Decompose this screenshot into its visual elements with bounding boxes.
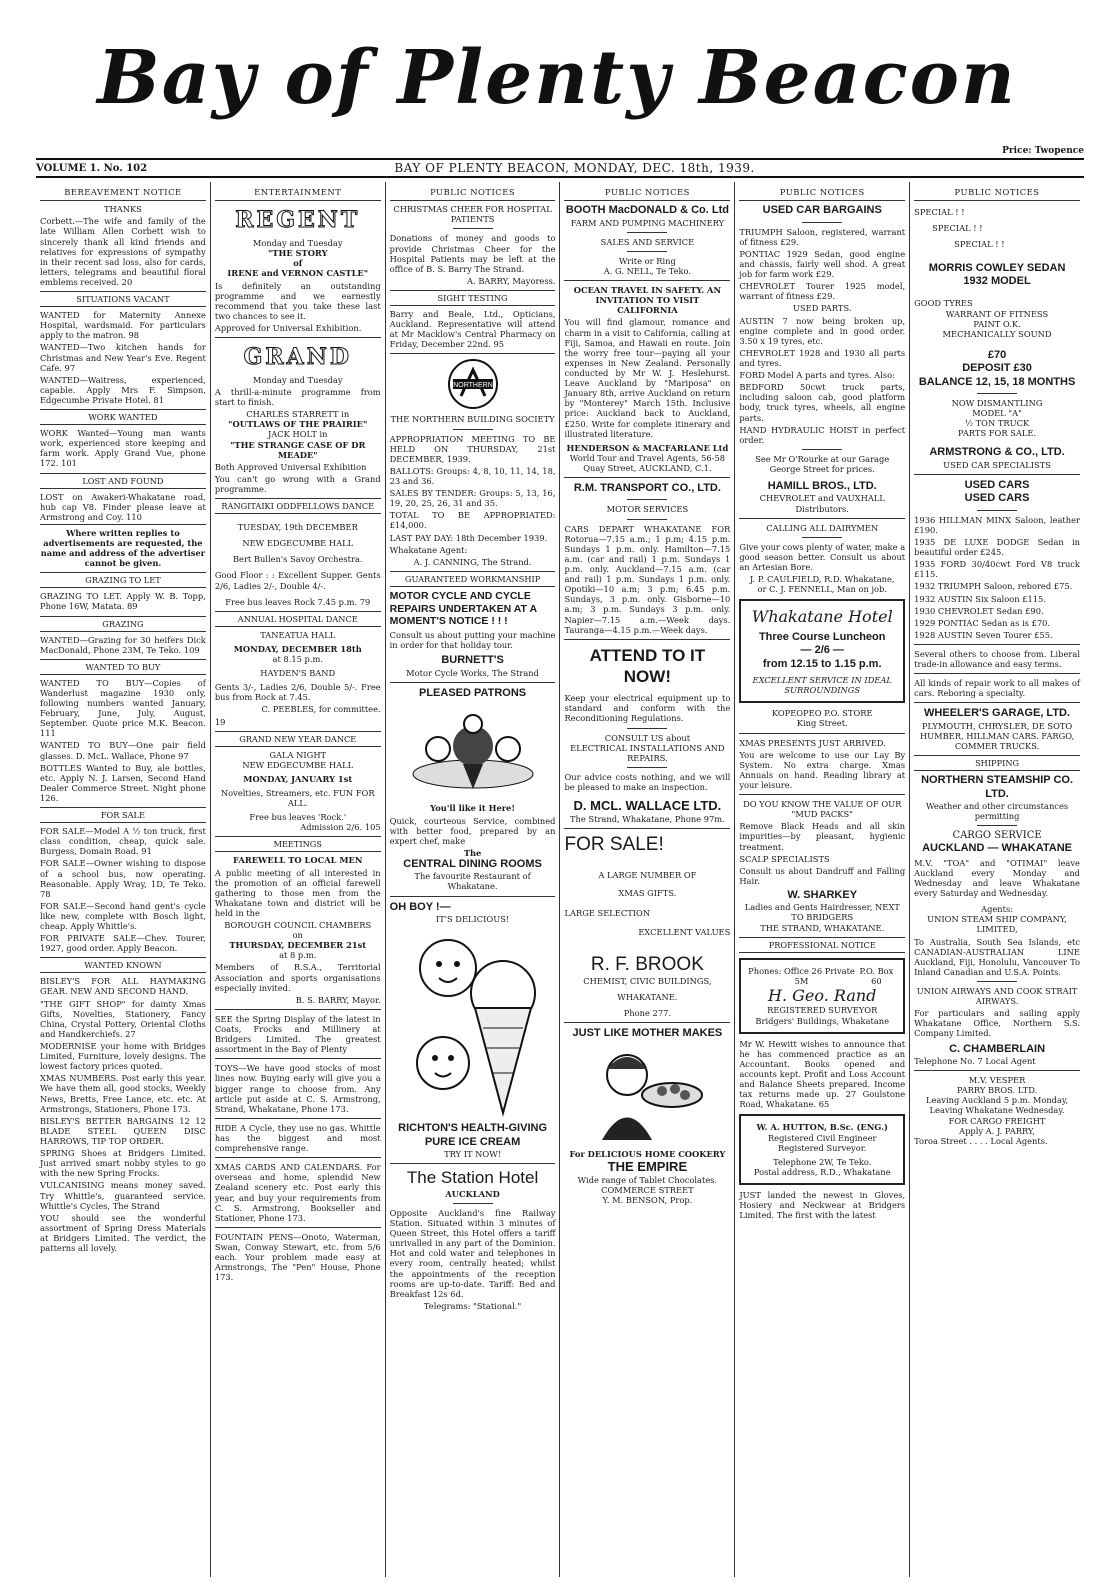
booth-agent: A. G. NELL, Te Teko. bbox=[603, 265, 692, 276]
hotel-service: EXCELLENT SERVICE IN IDEAL SURROUNDINGS bbox=[752, 675, 892, 696]
model-1932: 1932 MODEL bbox=[963, 274, 1031, 287]
misc-ad: RIDE A Cycle, they use no gas. Whittle has the biggest and most comprehensive range. bbox=[214, 1122, 381, 1154]
mother-heading: JUST LIKE MOTHER MAKES bbox=[572, 1027, 723, 1040]
total: TOTAL TO BE APPROPRIATED: £14,000. bbox=[389, 510, 556, 531]
odd-hall: NEW EDGECUMBE HALL bbox=[242, 538, 354, 549]
regent-text: Is definitely an outstanding programme and we earnestly recommend that you take these last two chances to see it. bbox=[214, 280, 381, 321]
advice: Our advice costs nothing, and we will be pleased to make an inspection. bbox=[564, 771, 731, 793]
odd-date: TUESDAY, 19th DECEMBER bbox=[237, 522, 358, 533]
classified-ad: WANTED TO BUY—One pair field glasses. D. McL. Wallace, Phone 97 bbox=[40, 740, 206, 761]
classified-ad: GRAZING TO LET. Apply W. B. Topp, Phone 16W, Matata. 89 bbox=[40, 591, 206, 612]
parts-for-sale: PARTS FOR SALE. bbox=[958, 428, 1037, 439]
grand-approved: Both Approved Universal Exhibition bbox=[214, 461, 367, 472]
airways-text: For particulars and sailing apply Whakatane Office, Northern S.S. Company Limited. bbox=[914, 1008, 1080, 1039]
newyear-heading: GRAND NEW YEAR DANCE bbox=[215, 731, 381, 747]
tender: SALES BY TENDER: Groups: 5, 13, 16, 19, 20, 25, 26, 31 and 35. bbox=[389, 488, 556, 509]
henderson-name: HENDERSON & MACFARLANE Ltd bbox=[566, 442, 729, 453]
hosp-date: MONDAY, DECEMBER 18th bbox=[233, 643, 362, 654]
ny-bus: Free bus leaves 'Rock.' bbox=[249, 812, 347, 823]
vesper-sub: PARRY BROS. LTD. bbox=[956, 1085, 1038, 1096]
hutton-tel: Telephone 2W, Te Teko. bbox=[773, 1156, 872, 1167]
sharkey-name: W. SHARKEY bbox=[787, 888, 858, 901]
hutton-name: W. A. HUTTON, B.Sc. (ENG.) bbox=[756, 1122, 888, 1133]
paint: PAINT O.K. bbox=[973, 318, 1021, 329]
booth-sales: SALES AND SERVICE bbox=[600, 236, 695, 247]
rand-box bbox=[739, 958, 905, 1034]
classified-ad: "THE GIFT SHOP" for dainty Xmas Gifts, Novelties, Stationery, Fancy China, Crystal Pottery, Oriental Cloths and Handkerchiefs. 27 bbox=[40, 998, 206, 1039]
empire-text: Wide range of Tablet Chocolates. bbox=[577, 1174, 718, 1185]
meetings-heading: MEETINGS bbox=[215, 836, 381, 852]
empire-name: THE EMPIRE bbox=[607, 1158, 688, 1174]
vesper: M.V. VESPER bbox=[968, 1075, 1026, 1086]
burnett-sub: Motor Cycle Works, The Strand bbox=[406, 667, 539, 678]
misc-ad: XMAS CARDS AND CALENDARS. For overseas and home, splendid New Zealand scenery etc. Post early this year, and buy your requirements from C. S. Armstrong, Bookseller and Stationer, Phone 173. bbox=[214, 1162, 381, 1223]
henderson-sub: World Tour and Travel Agents, 56-58 Quay Street, AUCKLAND, C.1. bbox=[569, 452, 726, 473]
mud-packs: DO YOU KNOW THE VALUE OF OUR "MUD PACKS" bbox=[743, 799, 902, 820]
grand-days: Monday and Tuesday bbox=[252, 374, 343, 385]
classified-ad: FOR SALE—Second hand gent's cycle like new, complete with Bosch light, cheap. Apply Whittle's. bbox=[40, 900, 206, 932]
brook-line: LARGE SELECTION bbox=[564, 908, 651, 919]
dining-illustration-icon bbox=[403, 704, 543, 799]
classified-ad: WANTED—Grazing for 30 heifers Dick MacDonald, Phone 23M, Te Teko. 109 bbox=[40, 634, 206, 655]
hotel-lunch: Three Course Luncheon bbox=[758, 630, 886, 643]
used-car-item: 1932 TRIUMPH Saloon, rebored £75. bbox=[914, 581, 1073, 592]
hotel-price: — 2/6 — bbox=[800, 644, 844, 657]
part-ad: FORD Model A parts and tyres. Also: bbox=[739, 370, 895, 381]
northern-sub: Weather and other circumstances permitting bbox=[925, 801, 1069, 822]
public-notices-heading: PUBLIC NOTICES bbox=[390, 182, 556, 201]
kop-text: You are welcome to use our Lay By System. No extra charge. Xmas Annuals on hand. Reading library at your leisure. bbox=[739, 749, 906, 790]
classified-ad: BISLEY'S BETTER BARGAINS 12 12 BLADE STEEL QUEEN DISC HARROWS, TIP TOP ORDER. bbox=[40, 1115, 206, 1147]
chamberlain-tel: Telephone No. 7 Local Agent bbox=[914, 1055, 1036, 1066]
grand-star: CHARLES STARRETT in bbox=[246, 409, 350, 420]
dining-name: CENTRAL DINING ROOMS bbox=[403, 857, 542, 870]
dairy-heading: CALLING ALL DAIRYMEN bbox=[766, 522, 879, 533]
hosp-num: 19 bbox=[214, 716, 226, 727]
used-car-item: 1935 DE LUXE DODGE Sedan in beautiful order £245. bbox=[914, 537, 1080, 558]
woman-with-tray-icon bbox=[587, 1045, 707, 1145]
dateline: BAY OF PLENTY BEACON, MONDAY, DEC. 18th, 1939. bbox=[394, 161, 755, 175]
hutton-box bbox=[739, 1114, 905, 1185]
good-tyres: GOOD TYRES bbox=[914, 298, 973, 309]
chamberlain: C. CHAMBERLAIN bbox=[949, 1042, 1046, 1055]
hosp-hall: TANEATUA HALL bbox=[260, 629, 336, 640]
dining-the: The bbox=[463, 847, 482, 858]
special: SPECIAL ! ! bbox=[932, 223, 983, 234]
column-public-notices-2 bbox=[560, 182, 735, 1577]
classified-ad: LOST on Awakeri-Whakatane road, hub cap V8. Finder please leave at Armstrong and Coy. 110 bbox=[40, 491, 206, 522]
farewell-text2: Members of R.S.A., Territorial Association and sports organisations especially invited. bbox=[214, 962, 381, 993]
hotel-time: from 12.15 to 1.15 p.m. bbox=[762, 657, 882, 670]
union: UNION STEAM SHIP COMPANY, LIMITED, bbox=[927, 914, 1067, 935]
ny-text: Novelties, Streamers, etc. FUN FOR ALL. bbox=[220, 787, 375, 809]
used-car-item: 1935 FORD 30/40cwt Ford V8 truck £115. bbox=[914, 559, 1080, 580]
classified-ad: WANTED for Maternity Annexe Hospital, wardsmaid. For particulars apply to the matron. 98 bbox=[40, 310, 206, 341]
brook-line: EXCELLENT VALUES bbox=[638, 926, 731, 937]
repair: All kinds of repair work to all makes of cars. Reboring a specialty. bbox=[914, 678, 1080, 699]
column-entertainment bbox=[211, 182, 386, 1577]
farewell-heading: FAREWELL TO LOCAL MEN bbox=[233, 855, 363, 866]
delicious: IT'S DELICIOUS! bbox=[435, 913, 510, 924]
station-hotel: The Station Hotel bbox=[406, 1168, 539, 1188]
dairy-text: Give your cows plenty of water, make a good season better. Consult us about an Artesian Bore. bbox=[739, 541, 906, 573]
cookery: For DELICIOUS HOME COOKERY bbox=[569, 1148, 726, 1159]
attend-heading: ATTEND TO IT NOW! bbox=[589, 645, 706, 686]
attend-text: Keep your electrical equipment up to standard and conform with the Reconditioning Regulations. bbox=[564, 693, 731, 724]
used-car-item: 1936 HILLMAN MINX Saloon, leather £190. bbox=[914, 514, 1080, 535]
classified-ad: VULCANISING means money saved. Try Whittle's, guaranteed service. Whittle's Cycles, The Strand bbox=[40, 1180, 206, 1211]
regent-approved: Approved for Universal Exhibition. bbox=[214, 322, 362, 333]
prof-heading: PROFESSIONAL NOTICE bbox=[739, 937, 905, 953]
volume-number: VOLUME 1. No. 102 bbox=[36, 162, 148, 174]
armstrong-name: ARMSTRONG & CO., LTD. bbox=[929, 446, 1065, 459]
hosp-text: Gents 3/-, Ladies 2/6, Double 5/-. Free bus from Rock at 7.45. bbox=[214, 682, 381, 703]
rand-name: H. Geo. Rand bbox=[768, 985, 877, 1005]
farewell-place: BOROUGH COUNCIL CHAMBERS bbox=[224, 920, 372, 931]
parry: Apply A. J. PARRY, bbox=[959, 1125, 1036, 1136]
column-public-notices-4 bbox=[910, 182, 1084, 1577]
station-text: Opposite Auckland's fine Railway Station. Situated within 3 minutes of Queen Street, this Hotel offers a tariff unrivalled in any part of the Dominion. Hot and cold water and telephones in every room, centrally heated; whilst the appointments of the reception rooms are up-to-date. Tariff: Bed and Breakfast 12s 6d. bbox=[389, 1207, 556, 1299]
hospital-heading: ANNUAL HOSPITAL DANCE bbox=[215, 611, 381, 627]
special: SPECIAL ! ! bbox=[954, 239, 1005, 250]
price-70: £70 bbox=[987, 348, 1007, 361]
cargo-service: CARGO SERVICE bbox=[952, 830, 1042, 842]
regent-film: "THE STORY bbox=[267, 248, 328, 259]
brook-town: WHAKATANE. bbox=[617, 991, 678, 1002]
po-box: P.O. Box 60 bbox=[859, 965, 894, 986]
sharkey-sub: Ladies and Gents Hairdresser, NEXT TO BRIDGERS bbox=[744, 902, 900, 923]
xmas-heading: CHRISTMAS CHEER FOR HOSPITAL PATIENTS bbox=[393, 204, 552, 225]
mechanically-sound: MECHANICALLY SOUND bbox=[942, 328, 1052, 339]
used-car-bargains: USED CAR BARGAINS bbox=[762, 204, 882, 217]
misc-ad: SEE the Spring Display of the latest in Coats, Frocks and Millinery at Bridgers Limited. The greatest assortment in the Bay of Plenty bbox=[214, 1013, 381, 1055]
misc-ad: FOUNTAIN PENS—Onoto, Waterman, Swan, Conway Stewart, etc. from 5/6 each. Your problem made easy at Armstrongs, The "Pen" House, Phone 173. bbox=[214, 1231, 381, 1283]
mv-text: M.V. "TOA" and "OTIMAI" leave Auckland every Monday and Wednesday and leave Whakatane every Saturday and Wednesday. bbox=[914, 857, 1080, 899]
bereavement-heading: BEREAVEMENT NOTICE bbox=[40, 182, 206, 201]
ocean-text: You will find glamour, romance and charm in a visit to California, calling at Fiji, Samoa, and Hawaii en route. Join the worry free tour—paying all your expenses in New Zealand. Personally conducted by Mr W. J. Heslehurst. Leave Auckland by "Mariposa" on January 8th, arrive Auckland on return by "Monterey" March 15th. Inclusive price: Auckland back to Auckland, £250. Write for complete itinerary and illustrated literature. bbox=[564, 317, 731, 439]
column-classifieds bbox=[36, 182, 211, 1577]
rm-sub: MOTOR SERVICES bbox=[606, 504, 689, 515]
car-ad: CHEVROLET Tourer 1925 model, warrant of fitness £29. bbox=[739, 281, 906, 302]
classified-ad: SPRING Shoes at Bridgers Limited. Just arrived smart nobby styles to go with the new Spring Frocks. bbox=[40, 1148, 206, 1179]
hutton-sub: Registered Civil Engineer Registered Surveyor. bbox=[767, 1132, 877, 1153]
used-car-item: 1929 PONTIAC Sedan as is £70. bbox=[914, 617, 1051, 628]
ny-date: MONDAY, JANUARY 1st bbox=[243, 773, 353, 784]
odd-band: Bert Bullen's Savoy Orchestra. bbox=[232, 554, 363, 565]
price: Price: Twopence bbox=[1002, 146, 1084, 156]
hutton-addr: Postal address, R.D., Whakatane bbox=[753, 1166, 891, 1177]
shipping-heading: SHIPPING bbox=[914, 755, 1080, 771]
brook-line: A LARGE NUMBER OF bbox=[598, 870, 697, 881]
car-ad: PONTIAC 1929 Sedan, good engine and chassis, fairly well shod. A great job for farm work £29. bbox=[739, 248, 906, 280]
grand-film: "OUTLAWS OF THE PRAIRIE" bbox=[228, 419, 368, 430]
classified-ad: FOR SALE—Owner wishing to dispose of a school bus, now operating. Reasonable. Apply Wray, 1D, Te Teko. 78 bbox=[40, 858, 206, 899]
work-heading: WORK WANTED bbox=[40, 409, 206, 425]
motor-repair: MOTOR CYCLE AND CYCLE REPAIRS UNDERTAKEN AT A MOMENT'S NOTICE ! ! ! bbox=[389, 589, 537, 628]
regent-days: Monday and Tuesday bbox=[252, 238, 343, 249]
car-ad: TRIUMPH Saloon, registered, warrant of fitness £29. bbox=[739, 226, 906, 247]
classified-ad: WANTED—Waitress, experienced, capable. Apply Mrs F. Simpson, Edgecumbe Private Hotel. 81 bbox=[40, 374, 206, 405]
ballots: BALLOTS: Groups: 4, 8, 10, 11, 14, 18, 23 and 36. bbox=[389, 465, 556, 486]
regent-title: REGENT bbox=[235, 207, 361, 234]
forsale-heading: FOR SALE! bbox=[564, 834, 664, 856]
odd-text: Good Floor : : Excellent Supper. Gents 2/6, Ladies 2/-, Double 4/-. bbox=[214, 570, 381, 591]
deposit: DEPOSIT £30 bbox=[962, 362, 1032, 375]
whakatane-hotel-box bbox=[739, 599, 905, 703]
used-car-item: 1928 AUSTIN Seven Tourer £55. bbox=[914, 629, 1053, 640]
society-meeting: APPROPRIATION MEETING TO BE HELD ON THURSDAY, 21st DECEMBER, 1939. bbox=[389, 433, 556, 464]
hosp-sign: C. PEEBLES, for committee. bbox=[261, 704, 381, 715]
society-name: THE NORTHERN BUILDING SOCIETY bbox=[390, 414, 555, 425]
hosp-band: HAYDEN'S BAND bbox=[260, 668, 336, 679]
guaranteed-heading: GUARANTEED WORKMANSHIP bbox=[390, 571, 556, 587]
farewell-text: A public meeting of all interested in the promotion of an official farewell gathering to those men from the Whakatane town and district will be held in the bbox=[214, 867, 381, 918]
classified-ad: WANTED TO BUY—Copies of Wanderlust magazine 1930 only, following numbers wanted January, February, June, July, August, September. Quote price M.K. Beacon. 111 bbox=[40, 677, 206, 739]
part-ad: HAND HYDRAULIC HOIST in perfect order. bbox=[739, 424, 906, 445]
try-it: TRY IT NOW! bbox=[444, 1148, 502, 1159]
grazing-heading: GRAZING bbox=[40, 616, 206, 632]
regent-film: IRENE and VERNON CASTLE" bbox=[227, 268, 369, 279]
xmas-presents: XMAS PRESENTS JUST ARRIVED. bbox=[739, 737, 886, 748]
grand-film: "THE STRANGE CASE OF DR MEADE" bbox=[230, 439, 366, 460]
hamill-sub: CHEVROLET and VAUXHALL Distributors. bbox=[759, 493, 885, 514]
xmas-text: Donations of money and goods to provide Christmas Cheer for the Hospital Patients may be left at the office of B. S. Barry The Strand. bbox=[389, 233, 556, 274]
odd-bus: Free bus leaves Rock 7.45 p.m. 79 bbox=[225, 596, 371, 607]
others: Several others to choose from. Liberal trade-in allowance and easy terms. bbox=[914, 649, 1080, 670]
classified-ad: MODERNISE your home with Bridges Limited, Furniture, lovely designs. The lowest factory prices quoted. bbox=[40, 1041, 206, 1072]
classified-ad: FOR PRIVATE SALE—Chev. Tourer, 1927, good order. Apply Beacon. bbox=[40, 933, 206, 954]
phones: Phones: Office 26 Private 5M bbox=[748, 965, 855, 986]
lost-heading: LOST AND FOUND bbox=[40, 473, 206, 489]
warrant: WARRANT OF FITNESS bbox=[945, 308, 1049, 319]
farewell-sign: B. S. BARRY, Mayor. bbox=[295, 994, 381, 1005]
pleased-patrons: PLEASED PATRONS bbox=[418, 687, 527, 699]
classified-ad: BOTTLES Wanted to Buy, ale bottles, etc. Apply N. J. Larsen, Second Hand Dealer Commerce Street. Night phone 126. bbox=[40, 762, 206, 803]
last-pay: LAST PAY DAY: 18th December 1939. bbox=[389, 532, 548, 543]
dateline-bar bbox=[36, 146, 1084, 178]
like-it: You'll like it Here! bbox=[430, 803, 516, 814]
armstrong-sub: USED CAR SPECIALISTS bbox=[943, 459, 1051, 470]
part-ad: AUSTIN 7 now being broken up, engine complete and in good order. 3.50 x 19 tyres, etc. bbox=[739, 315, 906, 346]
entertainment-heading: ENTERTAINMENT bbox=[215, 182, 381, 201]
station-city: AUCKLAND bbox=[445, 1188, 500, 1199]
public-notices-heading: PUBLIC NOTICES bbox=[739, 182, 905, 201]
part-ad: BEDFORD 50cwt truck parts, including saloon cab, good platform body, truck tyres, wheels, all engine parts. bbox=[739, 382, 906, 423]
motor-text: Consult us about putting your machine in order for that holiday tour. bbox=[389, 630, 556, 651]
thanks-title: THANKS bbox=[103, 204, 142, 215]
rm-transport: R.M. TRANSPORT CO., LTD. bbox=[573, 482, 721, 495]
wheeler-sub: PLYMOUTH, CHRYSLER, DE SOTO HUMBER, HILLMAN CARS. FARGO, COMMER TRUCKS. bbox=[919, 720, 1075, 752]
northern-logo-text: NORTHERN bbox=[452, 382, 493, 390]
booth-write: Write or Ring bbox=[618, 255, 676, 266]
special: SPECIAL ! ! bbox=[914, 207, 965, 218]
agents: Agents: bbox=[981, 904, 1014, 915]
rand-title: REGISTERED SURVEYOR bbox=[767, 1005, 878, 1016]
grazing-let-heading: GRAZING TO LET bbox=[40, 572, 206, 588]
wheeler-name: WHEELER'S GARAGE, LTD. bbox=[924, 707, 1071, 720]
sharkey-st: THE STRAND, WHAKATANE. bbox=[760, 922, 885, 933]
grand-star: JACK HOLT in bbox=[267, 429, 328, 440]
classified-ad: BISLEY'S FOR ALL HAYMAKING GEAR. NEW AND SECOND HAND. bbox=[40, 976, 206, 997]
column-public-notices-1 bbox=[386, 182, 561, 1577]
gloves: JUST landed the newest in Gloves, Hosiery and Neckwear at Bridgers Limited. The first with the latest bbox=[739, 1189, 906, 1221]
parry-st: Toroa Street . . . . Local Agents. bbox=[914, 1135, 1048, 1146]
empire-st: COMMERCE STREET bbox=[601, 1184, 694, 1195]
brook-name: R. F. BROOK bbox=[590, 953, 704, 975]
consult: CONSULT US about bbox=[604, 732, 691, 743]
ocean-heading: OCEAN TRAVEL IN SAFETY. AN INVITATION TO VISIT CALIFORNIA bbox=[573, 285, 722, 316]
used-cars: USED CARS bbox=[964, 479, 1030, 491]
replies-note: Where written replies to advertisements are requested, the name and address of the advertiser cannot be given. bbox=[40, 524, 206, 568]
northern-steamship: NORTHERN STEAMSHIP CO. LTD. bbox=[921, 774, 1074, 800]
morris-cowley: MORRIS COWLEY SEDAN bbox=[928, 261, 1066, 274]
ny-adm: Admission 2/6. 105 bbox=[300, 822, 381, 833]
dining-text: Quick, courteous Service, combined with better food, prepared by an expert chef, make bbox=[389, 815, 556, 846]
empire-prop: Y. M. BENSON, Prop. bbox=[602, 1194, 693, 1205]
sight-text: Barry and Beale, Ltd., Opticians, Auckland. Representative will attend at Mr Macklow's Central Pharmacy on Friday, December 22nd. 95 bbox=[389, 309, 556, 350]
dismantling: NOW DISMANTLING bbox=[951, 398, 1043, 409]
oddfellows-heading: RANGITAIKI ODDFELLOWS DANCE bbox=[215, 498, 381, 514]
rm-text: CARS DEPART WHAKATANE FOR Rotorua—7.15 a.m.; 1 p.m; 4.15 p.m. Sundays 1 p.m. only. Hamilton—7.15 a.m. (car and rail) 1 p.m. Sundays 1 p.m. only. Auckland—7.15 a.m. (car and rail) 1 p.m. Sundays 1 p.m. only. Opotiki—10 a.m; 3 p.m; 6.45 p.m. Sundays, 3 p.m. only. Gisborne—10 a.m; 3 p.m. Sundays 3 p.m. only. Napier—7.15 a.m.—Week days. Tauranga—4.15 p.m.—Week days. bbox=[564, 523, 731, 635]
used-car-item: 1932 AUSTIN Six Saloon £115. bbox=[914, 593, 1046, 604]
northern-logo-icon bbox=[447, 358, 499, 410]
burnett-name: BURNETT'S bbox=[441, 654, 504, 667]
farewell-on: on bbox=[292, 930, 303, 941]
wallace-sub: The Strand, Whakatane, Phone 97m. bbox=[570, 813, 725, 824]
grand-slogan: You can't go wrong with a Grand programme. bbox=[214, 473, 381, 494]
classified-ad: FOR SALE—Model A ½ ton truck, first class condition, cheap, quick sale. Burgess, Domain Road. 91 bbox=[40, 826, 206, 857]
public-notices-heading: PUBLIC NOTICES bbox=[564, 182, 730, 201]
elec: ELECTRICAL INSTALLATIONS AND REPAIRS. bbox=[570, 742, 725, 763]
regent-film: of bbox=[293, 258, 303, 269]
masthead-title: Bay of Plenty Beacon bbox=[97, 35, 1017, 121]
oh-boy: OH BOY !— bbox=[389, 900, 451, 913]
booth-sub: FARM AND PUMPING MACHINERY bbox=[570, 217, 725, 228]
model-a: MODEL "A" bbox=[972, 408, 1022, 419]
situations-heading: SITUATIONS VACANT bbox=[40, 291, 206, 307]
hamill-name: HAMILL BROS., LTD. bbox=[767, 480, 877, 493]
kopeopeo: KOPEOPEO P.O. STORE bbox=[771, 708, 873, 719]
brook-line: XMAS GIFTS. bbox=[618, 888, 677, 899]
scalp: SCALP SPECIALISTS bbox=[739, 853, 830, 864]
classified-ad: WANTED—Two kitchen hands for Christmas and New Year's Eve. Regent Cafe. 97 bbox=[40, 342, 206, 373]
part-ad: CHEVROLET 1928 and 1930 all parts and tyres. bbox=[739, 347, 906, 368]
hotel-name: Whakatane Hotel bbox=[751, 607, 893, 627]
rand-addr: Bridgers' Buildings, Whakatane bbox=[755, 1015, 890, 1026]
classified-ad: YOU should see the wonderful assortment of Spring Dress Materials at Bridgers Limited. The verdict, the patterns all lovely. bbox=[40, 1212, 206, 1254]
scalp-text: Consult us about Dandruff and Falling Hair. bbox=[739, 865, 906, 886]
wanted-buy-heading: WANTED TO BUY bbox=[40, 659, 206, 675]
brook-phone: Phone 277. bbox=[623, 1008, 672, 1019]
vesper-text: Leaving Auckland 5 p.m. Monday, Leaving Whakatane Wednesday. bbox=[925, 1095, 1069, 1116]
hosp-time: at 8.15 p.m. bbox=[272, 653, 323, 664]
used-car-item: 1930 CHEVROLET Sedan £90. bbox=[914, 605, 1044, 616]
used-parts: USED PARTS. bbox=[792, 303, 852, 314]
farewell-date: THURSDAY, DECEMBER 21st bbox=[229, 940, 367, 951]
ice-cream-illustration-icon bbox=[403, 928, 543, 1118]
columns bbox=[36, 182, 1084, 1577]
forsale-heading: FOR SALE bbox=[40, 807, 206, 823]
cargo-freight: FOR CARGO FREIGHT bbox=[948, 1115, 1046, 1126]
airways: UNION AIRWAYS AND COOK STRAIT AIRWAYS. bbox=[916, 986, 1078, 1007]
agent: Whakatane Agent: bbox=[389, 544, 468, 555]
brook-sub: CHEMIST, CIVIC BUILDINGS, bbox=[583, 975, 712, 986]
station-tel: Telegrams: "Stational." bbox=[423, 1300, 522, 1311]
kop-st: King Street. bbox=[796, 718, 848, 729]
masthead bbox=[0, 0, 1114, 160]
see-orourke: See Mr O'Rourke at our Garage George Street for prices. bbox=[755, 453, 890, 474]
hewitt: Mr W. Hewitt wishes to announce that he has commenced practice as an Accountant. Books opened and accounts kept. Profit and Loss Account and Balance Sheets prepared. Income tax returns made up. 27 Goulstone Road, Whakatane. 65 bbox=[739, 1038, 906, 1110]
dairy-sign: J. P. CAULFIELD, R.D. Whakatane, bbox=[749, 574, 895, 585]
agent-name: A. J. CANNING, The Strand. bbox=[413, 556, 532, 567]
classified-ad: WORK Wanted—Young man wants work, experienced store keeping and farm work. Apply Grand Vue, phone 172. 101 bbox=[40, 428, 206, 469]
thanks-text: Corbett.—The wife and family of the late William Allen Corbett wish to sincerely thank all kind friends and relatives for expressions of sympathy in their recent sad loss, also for cards, letters, telegrams and beautiful floral emblems received. 20 bbox=[40, 216, 206, 288]
wallace-name: D. MCL. WALLACE LTD. bbox=[573, 798, 722, 814]
xmas-sign: A. BARRY, Mayoress. bbox=[467, 275, 556, 286]
balance: BALANCE 12, 15, 18 MONTHS bbox=[918, 375, 1076, 388]
farewell-time: at 8 p.m. bbox=[279, 950, 317, 961]
booth-name: BOOTH MacDONALD & Co. Ltd bbox=[565, 204, 729, 217]
union-text: To Australia, South Sea Islands, etc CANADIAN-AUSTRALIAN LINE Auckland, Fiji, Honolulu, Vancouver To Inland Canadian and U.S.A. Points. bbox=[914, 936, 1080, 977]
sight-heading: SIGHT TESTING bbox=[390, 290, 556, 306]
dairy-sign: or C. J. FENNELL, Man on job. bbox=[757, 584, 887, 595]
grand-title: GRAND bbox=[243, 344, 352, 371]
mud-text: Remove Black Heads and all skin impurities—by pleasant, hygienic treatment. bbox=[739, 821, 906, 852]
used-cars: USED CARS bbox=[964, 492, 1030, 505]
wanted-known-heading: WANTED KNOWN bbox=[40, 957, 206, 973]
classified-ad: XMAS NUMBERS. Post early this year. We have them all, good stocks, Weekly News, Bretts, Free Lance, etc. etc. At Armstrongs, Stationers, Phone 173. bbox=[40, 1073, 206, 1114]
misc-ad: TOYS—We have good stocks of most lines now. Buying early will give you a bigger range to choose from. Any article put aside at C. S. Armstrong, Strand, Whakatane, Phone 173. bbox=[214, 1063, 381, 1114]
column-public-notices-3 bbox=[735, 182, 910, 1577]
route: AUCKLAND — WHAKATANE bbox=[922, 842, 1073, 855]
richton: RICHTON'S HEALTH-GIVING PURE ICE CREAM bbox=[398, 1122, 548, 1148]
half-ton-truck: ½ TON TRUCK bbox=[964, 418, 1030, 429]
dining-sub: The favourite Restaurant of Whakatane. bbox=[414, 871, 531, 892]
grand-text: A thrill-a-minute programme from start to finish. bbox=[214, 387, 381, 408]
ny-hall: NEW EDGECUMBE HALL bbox=[242, 759, 354, 770]
public-notices-heading: PUBLIC NOTICES bbox=[914, 182, 1080, 201]
ny-gala: GALA NIGHT bbox=[269, 749, 327, 760]
